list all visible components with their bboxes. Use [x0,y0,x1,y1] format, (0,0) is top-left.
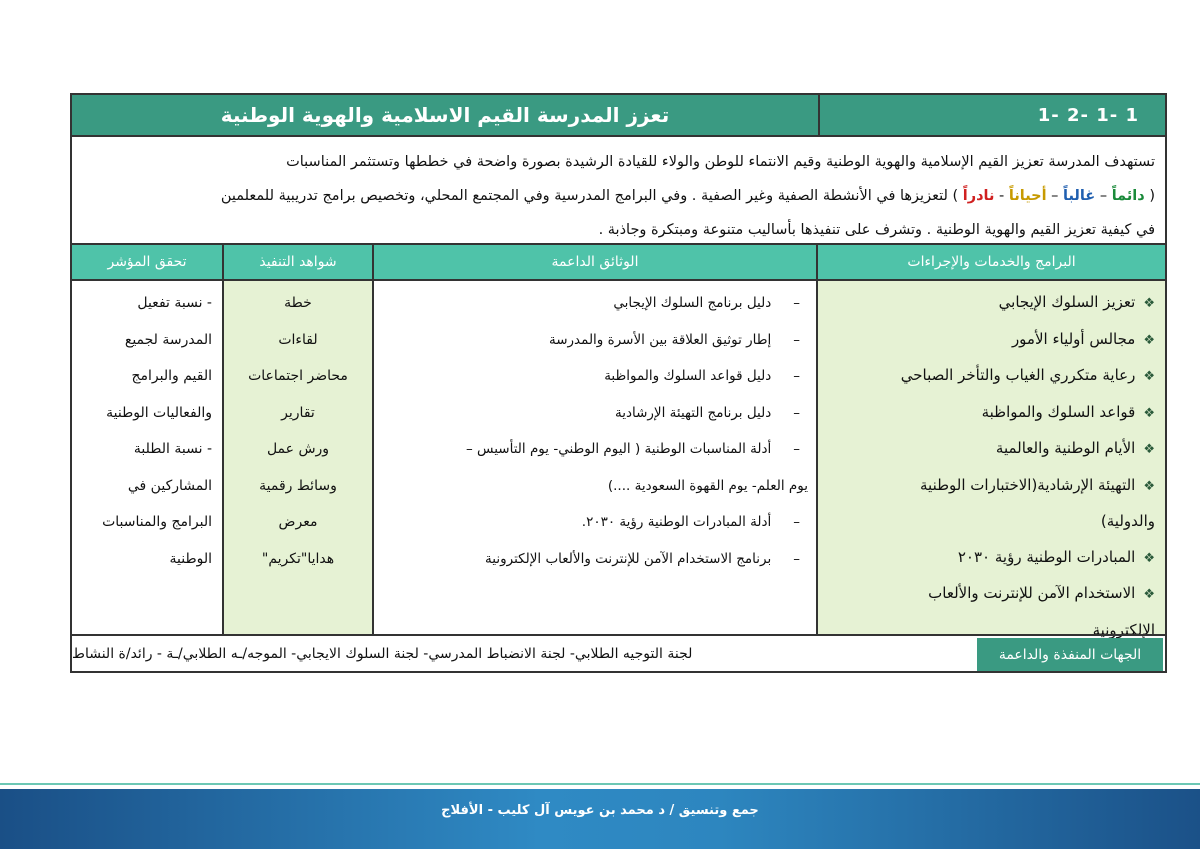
entities-list: لجنة التوجيه الطلابي- لجنة الانضباط المدرسي- لجنة السلوك الايجابي- الموجه/ـه الطلابي/ـة - رائد/ة النشاط [72,645,693,662]
list-item: المدرسة لجميع [124,331,212,348]
list-item-text: أدلة المناسبات الوطنية ( اليوم الوطني- يوم التأسيس – [465,441,772,457]
dash-bullet-icon: – [793,331,800,348]
list-item: ورش عمل [266,441,330,457]
list-item-text: قواعد السلوك والمواظبة [981,402,1136,421]
list-item [826,358,1155,395]
list-item: الإلكترونية [1092,620,1155,639]
list-item-text: تعزيز السلوك الإيجابي [998,293,1136,311]
entities-label: الجهات المنفذة والداعمة [977,638,1163,671]
dash-bullet-icon: – [793,295,800,311]
dash-bullet-icon: – [793,514,800,530]
frequency-sometimes: أحياناً [1008,188,1047,204]
list-item-text: التهيئة الإرشادية(الاختبارات الوطنية [920,475,1136,494]
list-item [826,285,1155,322]
list-item: خطة [284,295,312,311]
list-item-text: دليل قواعد السلوك والمواظبة [604,368,772,384]
footer-divider [0,783,1200,785]
list-item-text: دليل برنامج التهيئة الإرشادية [614,404,772,421]
list-item [826,540,1155,577]
list-item [380,431,808,468]
diamond-bullet-icon: ❖ [1143,550,1155,566]
list-item [826,395,1155,432]
list-item-text: دليل برنامج السلوك الإيجابي [613,295,772,311]
diamond-bullet-icon: ❖ [1143,478,1155,494]
list-item: وسائط رقمية [259,477,337,494]
list-item: والدولية) [1100,512,1155,530]
description-line-2-rest: لتعزيزها في الأنشطة الصفية وغير الصفية . وفي البرامج المدرسية وفي المجتمع المحلي، وتخصيص برامج تدريبية للمعلمين [220,188,948,204]
list-item [380,504,808,541]
footer-band [0,789,1200,849]
list-item [380,395,808,432]
frequency-often: غالباً [1063,188,1096,204]
indicator-description [72,135,1165,241]
indicator-table [70,93,1167,673]
column-header-programs: البرامج والخدمات والإجراءات [907,254,1076,270]
footer-credit: جمع وتنسيق / د محمد بن عويس آل كليب - الأفلاج [441,803,759,818]
list-item [380,285,808,322]
frequency-rarely: نادراً [962,188,995,204]
list-item: تقارير [281,404,315,421]
indicator-code: 1- 2- 1- 1 [820,95,1165,135]
list-item: والفعاليات الوطنية [106,404,212,421]
paren-open: ( [1149,188,1155,204]
list-item [826,322,1155,359]
diamond-bullet-icon: ❖ [1143,405,1155,421]
list-item [826,431,1155,468]
paren-close: ) [952,188,959,204]
indicator-title: تعزز المدرسة القيم الاسلامية والهوية الوطنية [72,95,820,135]
dash-bullet-icon: – [793,404,800,421]
evidence-cell [224,281,374,634]
table-header-row [72,95,1165,135]
list-item-text: الاستخدام الآمن للإنترنت والألعاب [928,584,1136,602]
list-item: - نسبة الطلبة [133,441,212,457]
verification-cell [72,281,224,634]
list-item: يوم العلم- يوم القهوة السعودية ....) [607,477,808,494]
list-item: هدايا"تكريم" [261,550,335,567]
entities-row [72,634,1165,671]
list-item-text: إطار توثيق العلاقة بين الأسرة والمدرسة [548,331,772,348]
dash-bullet-icon: – [793,368,800,384]
list-item: القيم والبرامج [131,368,212,384]
list-item: المشاركين في [127,477,212,494]
table-body-row [72,279,1165,639]
description-line-3: في كيفية تعزيز القيم والهوية الوطنية . وتشرف على تنفيذها بأساليب متنوعة ومبتكرة وجاذبة . [598,222,1155,238]
list-item-text: أدلة المبادرات الوطنية رؤية ٢٠٣٠. [581,514,772,530]
list-item-text: رعاية متكرري الغياب والتأخر الصباحي [900,366,1136,384]
description-line-1: تستهدف المدرسة تعزيز القيم الإسلامية والهوية الوطنية وقيم الانتماء للوطن والولاء للقيادة الرشيدة بصورة واضحة في خططها وتستثمر المناسبات [286,154,1155,170]
list-item [380,541,808,578]
diamond-bullet-icon: ❖ [1143,369,1155,384]
list-item: - نسبة تفعيل [137,295,212,311]
dash-bullet-icon: – [793,441,800,457]
list-item: الوطنية [169,550,212,567]
list-item-text: برنامج الاستخدام الآمن للإنترنت والألعاب الإلكترونية [485,550,772,567]
column-header-verification: تحقق المؤشر [72,245,224,279]
documents-cell [374,281,818,634]
diamond-bullet-icon: ❖ [1143,587,1155,602]
list-item: محاضر اجتماعات [248,368,348,384]
frequency-always: دائماً [1111,188,1145,204]
list-item [826,576,1155,613]
list-item: معرض [278,514,318,530]
list-item [380,322,808,359]
diamond-bullet-icon: ❖ [1143,332,1155,348]
dash-bullet-icon: – [793,550,800,567]
diamond-bullet-icon: ❖ [1143,296,1155,311]
programs-cell [818,281,1165,639]
list-item: لقاءات [278,331,318,348]
list-item-text: مجالس أولياء الأمور [1011,329,1136,348]
column-header-documents: الوثائق الداعمة [374,245,818,279]
list-item-text: المبادرات الوطنية رؤية ٢٠٣٠ [957,547,1136,566]
list-item [380,358,808,395]
column-header-evidence: شواهد التنفيذ [224,245,374,279]
list-item [826,468,1155,505]
list-item-text: الأيام الوطنية والعالمية [995,439,1136,457]
column-header-row [72,243,1165,279]
description-line-2: ( دائماً – غالباً – أحياناً - نادراً ) لتعزيزها في الأنشطة الصفية وغير الصفية . وفي البرامج المدرسية وفي المجتمع المحلي، وتخصيص برامج تدريبية للمعلمين [220,188,1155,204]
list-item: البرامج والمناسبات [102,514,212,530]
diamond-bullet-icon: ❖ [1143,442,1155,457]
